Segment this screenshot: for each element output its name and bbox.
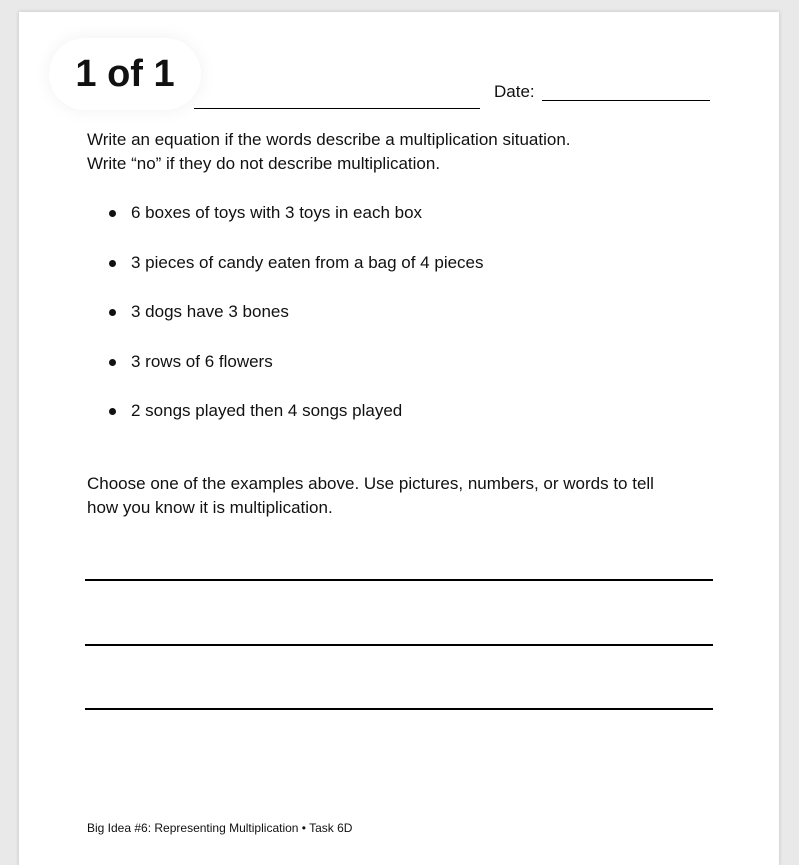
list-item bbox=[107, 400, 484, 450]
bullet-icon bbox=[109, 408, 116, 415]
name-blank-line[interactable] bbox=[194, 108, 480, 109]
bullet-icon bbox=[109, 260, 116, 267]
answer-line-2[interactable] bbox=[85, 644, 713, 646]
instructions-line-1: Write an equation if the words describe a multiplication situation. bbox=[87, 130, 571, 149]
date-label: Date: bbox=[494, 82, 535, 101]
problem-text: 6 boxes of toys with 3 toys in each box bbox=[131, 203, 423, 222]
worksheet-page bbox=[19, 12, 779, 865]
problem-text: 2 songs played then 4 songs played bbox=[131, 401, 403, 420]
prompt-line-1: Choose one of the examples above. Use pictures, numbers, or words to tell bbox=[87, 474, 654, 493]
footer-text: Big Idea #6: Representing Multiplication • Task 6D bbox=[87, 821, 353, 835]
problem-text: 3 rows of 6 flowers bbox=[131, 351, 273, 371]
prompt-line-2: how you know it is multiplication. bbox=[87, 498, 333, 517]
page-count-badge: 1 of 1 bbox=[49, 38, 201, 110]
instructions bbox=[87, 128, 571, 176]
problem-text: 3 pieces of candy eaten from a bag of 4 pieces bbox=[131, 252, 484, 272]
list-item bbox=[107, 351, 484, 401]
problem-list bbox=[107, 202, 484, 450]
list-item bbox=[107, 202, 484, 252]
date-blank-line[interactable] bbox=[542, 100, 710, 101]
problem-text: 3 dogs have 3 bones bbox=[131, 302, 289, 321]
bullet-icon bbox=[109, 210, 116, 217]
bullet-icon bbox=[109, 309, 116, 316]
bullet-icon bbox=[109, 359, 116, 366]
instructions-line-2: Write “no” if they do not describe multiplication. bbox=[87, 154, 441, 173]
explanation-prompt bbox=[87, 472, 654, 520]
answer-line-1[interactable] bbox=[85, 579, 713, 581]
list-item bbox=[107, 252, 484, 302]
list-item bbox=[107, 301, 484, 351]
answer-line-3[interactable] bbox=[85, 708, 713, 710]
